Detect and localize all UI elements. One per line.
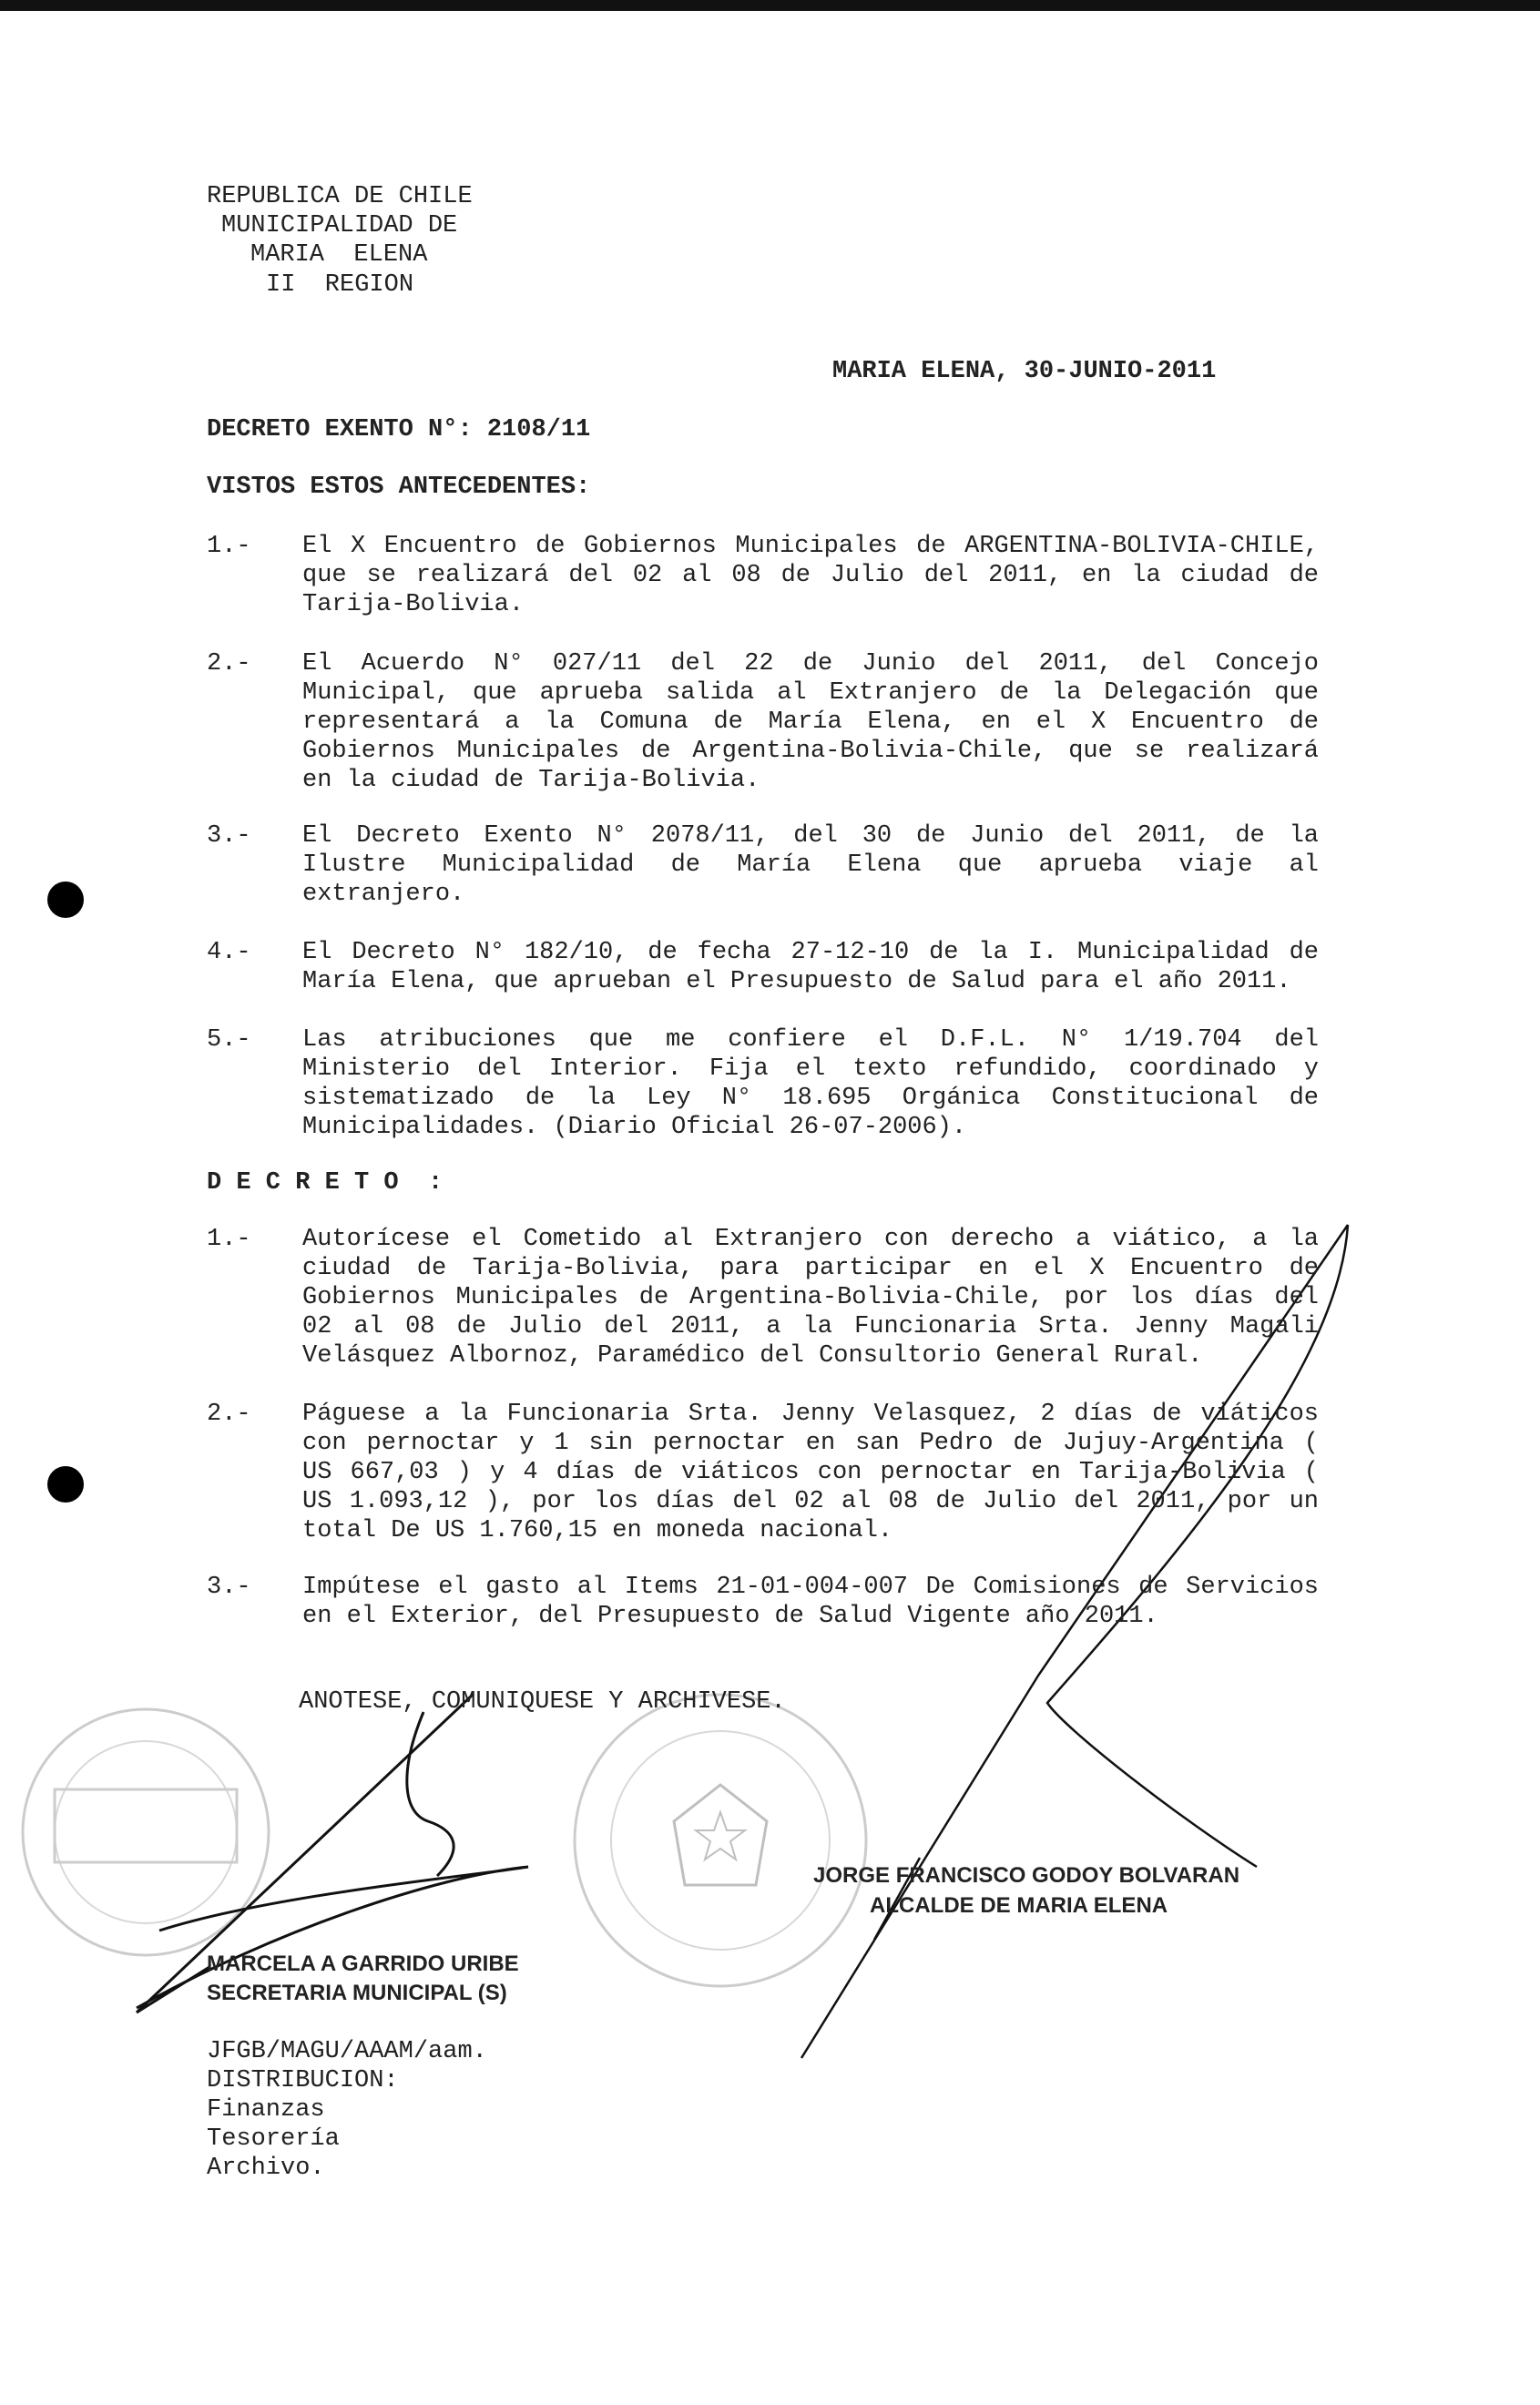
vistos-heading: VISTOS ESTOS ANTECEDENTES: bbox=[207, 474, 591, 501]
punch-hole bbox=[47, 881, 84, 918]
alcalde-name: JORGE FRANCISCO GODOY BOLVARAN bbox=[813, 1863, 1240, 1888]
punch-hole bbox=[47, 1466, 84, 1503]
paragraph-line: total De US 1.760,15 en moneda nacional. bbox=[302, 1517, 893, 1544]
paragraph-line: El Decreto Exento N° 2078/11, del 30 de Junio del 2011, de la bbox=[302, 822, 1319, 850]
initials: JFGB/MAGU/AAAM/aam. bbox=[207, 2038, 487, 2065]
paragraph-line: que se realizará del 02 al 08 de Julio del 2011, en la ciudad de bbox=[302, 562, 1319, 589]
paragraph-line: Gobiernos Municipales de Argentina-Bolivia-Chile, que se realizará bbox=[302, 738, 1319, 765]
decreto-article-paragraph bbox=[302, 1573, 1319, 1631]
paragraph-line: Municipalidades. (Diario Oficial 26-07-2006). bbox=[302, 1114, 967, 1141]
document-date: MARIA ELENA, 30-JUNIO-2011 bbox=[832, 358, 1217, 385]
paragraph-line: El Decreto N° 182/10, de fecha 27-12-10 de la I. Municipalidad de bbox=[302, 939, 1319, 966]
letterhead-line: MUNICIPALIDAD DE bbox=[221, 212, 458, 239]
paragraph-line: Impútese el gasto al Items 21-01-004-007 De Comisiones de Servicios bbox=[302, 1574, 1319, 1601]
antecedente-paragraph bbox=[302, 821, 1319, 909]
paragraph-line: en la ciudad de Tarija-Bolivia. bbox=[302, 767, 760, 794]
alcaldia-stamp bbox=[575, 1695, 866, 1986]
letterhead-line: MARIA ELENA bbox=[250, 241, 428, 269]
recipient: Finanzas bbox=[207, 2096, 325, 2124]
paragraph-line: US 667,03 ) y 4 días de viáticos con pernoctar en Tarija-Bolivia ( bbox=[302, 1459, 1319, 1486]
paragraph-line: con pernoctar y 1 sin pernoctar en san Pedro de Jujuy-Argentina ( bbox=[302, 1430, 1319, 1457]
paragraph-line: extranjero. bbox=[302, 881, 465, 908]
paragraph-line: representará a la Comuna de María Elena, en el X Encuentro de bbox=[302, 708, 1319, 736]
paragraph-line: ciudad de Tarija-Bolivia, para participar en el X Encuentro de bbox=[302, 1255, 1319, 1282]
paragraph-line: Tarija-Bolivia. bbox=[302, 591, 525, 618]
antecedente-number: 3.- bbox=[207, 822, 251, 850]
recipient: Archivo. bbox=[207, 2155, 325, 2182]
secretaria-name: MARCELA A GARRIDO URIBE bbox=[207, 1952, 519, 1976]
alcalde-title: ALCALDE DE MARIA ELENA bbox=[870, 1893, 1168, 1918]
letterhead-line: II REGION bbox=[266, 271, 414, 299]
paragraph-line: El X Encuentro de Gobiernos Municipales de ARGENTINA-BOLIVIA-CHILE, bbox=[302, 533, 1319, 560]
paragraph-line: en el Exterior, del Presupuesto de Salud Vigente año 2011. bbox=[302, 1603, 1158, 1630]
paragraph-line: Municipal, que aprueba salida al Extranjero de la Delegación que bbox=[302, 679, 1319, 707]
antecedente-number: 5.- bbox=[207, 1026, 251, 1054]
decreto-article-paragraph bbox=[302, 1400, 1319, 1545]
secretario-stamp bbox=[23, 1709, 269, 1955]
letterhead-line: REPUBLICA DE CHILE bbox=[207, 183, 473, 210]
paragraph-line: US 1.093,12 ), por los días del 02 al 08 de Julio del 2011, por un bbox=[302, 1488, 1319, 1515]
paragraph-line: Gobiernos Municipales de Argentina-Bolivia-Chile, por los días del bbox=[302, 1284, 1319, 1311]
paragraph-line: Velásquez Albornoz, Paramédico del Consultorio General Rural. bbox=[302, 1342, 1203, 1370]
decreto-article-number: 1.- bbox=[207, 1226, 251, 1253]
recipient: Tesorería bbox=[207, 2125, 340, 2153]
paragraph-line: Las atribuciones que me confiere el D.F.L. N° 1/19.704 del bbox=[302, 1026, 1319, 1054]
antecedente-number: 2.- bbox=[207, 650, 251, 678]
secretaria-title: SECRETARIA MUNICIPAL (S) bbox=[207, 1981, 507, 2005]
antecedente-number: 1.- bbox=[207, 533, 251, 560]
paragraph-line: sistematizado de la Ley N° 18.695 Orgánica Constitucional de bbox=[302, 1085, 1319, 1112]
paragraph-line: Ilustre Municipalidad de María Elena que aprueba viaje al bbox=[302, 851, 1319, 879]
antecedente-paragraph bbox=[302, 532, 1319, 619]
paragraph-line: 02 al 08 de Julio del 2011, a la Funcionaria Srta. Jenny Magali bbox=[302, 1313, 1319, 1340]
antecedente-paragraph bbox=[302, 1025, 1319, 1142]
decreto-article-paragraph bbox=[302, 1225, 1319, 1371]
decreto-article-number: 2.- bbox=[207, 1401, 251, 1428]
distribucion-label: DISTRIBUCION: bbox=[207, 2067, 399, 2094]
paragraph-line: El Acuerdo N° 027/11 del 22 de Junio del 2011, del Concejo bbox=[302, 650, 1319, 678]
decreto-heading: D E C R E T O : bbox=[207, 1169, 444, 1197]
paragraph-line: Autorícese el Cometido al Extranjero con derecho a viático, a la bbox=[302, 1226, 1319, 1253]
antecedente-paragraph bbox=[302, 649, 1319, 795]
paragraph-line: María Elena, que aprueban el Presupuesto de Salud para el año 2011. bbox=[302, 968, 1291, 995]
decreto-article-number: 3.- bbox=[207, 1574, 251, 1601]
closing-formula: ANOTESE, COMUNIQUESE Y ARCHIVESE. bbox=[299, 1688, 786, 1716]
paragraph-line: Ministerio del Interior. Fija el texto refundido, coordinado y bbox=[302, 1055, 1319, 1083]
decree-number: DECRETO EXENTO N°: 2108/11 bbox=[207, 416, 591, 443]
antecedente-paragraph bbox=[302, 938, 1319, 996]
antecedente-number: 4.- bbox=[207, 939, 251, 966]
paragraph-line: Páguese a la Funcionaria Srta. Jenny Velasquez, 2 días de viáticos bbox=[302, 1401, 1319, 1428]
